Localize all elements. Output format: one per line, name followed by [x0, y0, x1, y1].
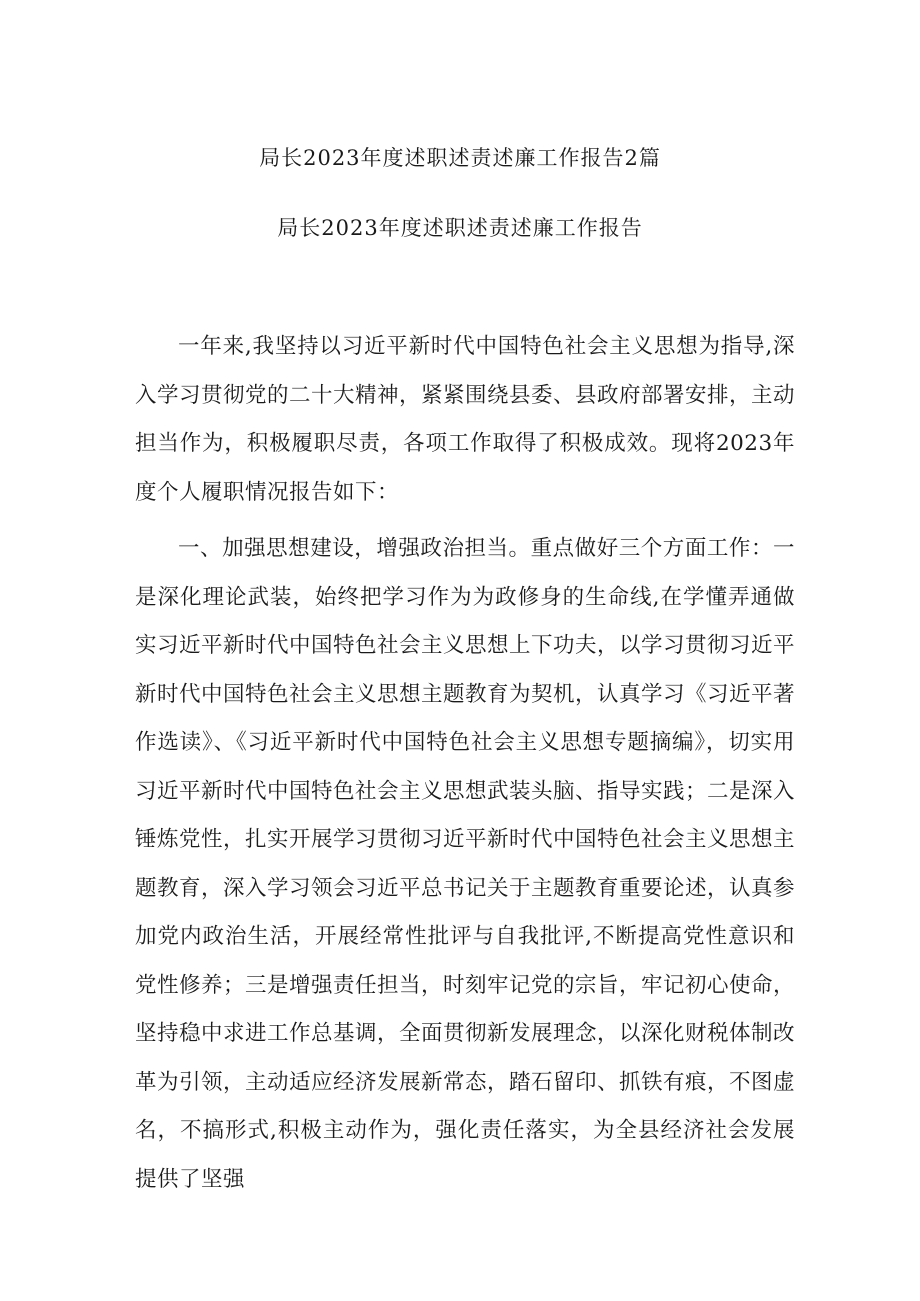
document-title: 局长2023年度述职述责述廉工作报告2篇	[259, 146, 661, 170]
document-subtitle: 局长2023年度述职述责述廉工作报告	[277, 216, 643, 240]
paragraph-intro: 一年来,我坚持以习近平新时代中国特色社会主义思想为指导,深入学习贯彻党的二十大精神，紧紧围绕县委、县政府部署安排，主动担当作为，积极履职尽责，各项工作取得了积极成效。现将2023年度个人履职情况报告如下：	[135, 334, 796, 505]
paragraph-section-one: 一、加强思想建设，增强政治担当。重点做好三个方面工作：一是深化理论武装，始终把学习作为为政修身的生命线,在学懂弄通做实习近平新时代中国特色社会主义思想上下功夫，以学习贯彻习近平新时代中国特色社会主义思想主题教育为契机，认真学习《习近平著作选读》、《习近平新时代中国特色社会主义思想专题摘编》，切实用习近平新时代中国特色社会主义思想武装头脑、指导实践；二是深入锤炼党性，扎实开展学习贯彻习近平新时代中国特色社会主义思想主题教育，深入学习领会习近平总书记关于主题教育重要论述，认真参加党内政治生活，开展经常性批评与自我批评,不断提高党性意识和党性修养；三是增强责任担当，时刻牢记党的宗旨，牢记初心使命，坚持稳中求进工作总基调，全面贯彻新发展理念，以深化财税体制改革为引领，主动适应经济发展新常态，踏石留印、抓铁有痕，不图虚名，不搞形式,积极主动作为，强化责任落实，为全县经济社会发展提供了坚强	[135, 536, 796, 1192]
